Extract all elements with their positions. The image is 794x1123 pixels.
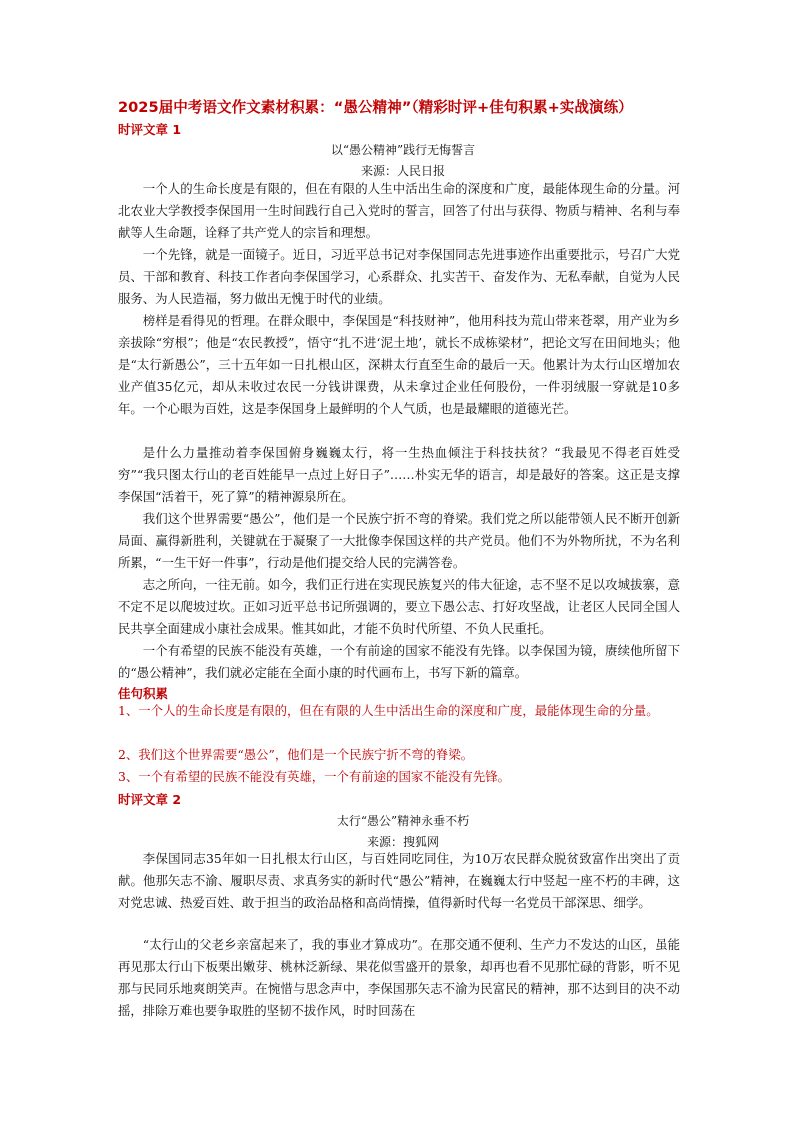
article-1-paragraph: 榜样是看得见的哲理。在群众眼中，李保国是“科技财神”，他用科技为荒山带来苍翠，用产业为乡亲拔除“穷根”；他是“农民教授”，悟守“扎不进‘泥土地’，就长不成栋梁材”，把论文写在田间地头；他是“太行新愚公”，三十五年如一日扎根山区，深耕太行直至生命的最后一天。他累计为太行山区增加农业产值35亿元，却从未收过农民一分钱讲课费，从未拿过企业任何股份，一件羽绒服一穿就是10多年。一个心眼为百姓，这是李保国身上最鲜明的个人气质，也是最耀眼的道德光芒。 — [118, 313, 680, 416]
sentence-item: 1、一个人的生命长度是有限的，但在有限的人生中活出生命的深度和广度，最能体现生命的分量。 — [118, 703, 659, 718]
section-label-article-2: 时评文章 2 — [118, 792, 182, 807]
article-1-paragraph: 一个有希望的民族不能没有英雄，一个有前途的国家不能没有先锋。以李保国为镜，赓续他所留下的“愚公精神”，我们就必定能在全面小康的时代画布上，书写下新的篇章。 — [118, 643, 680, 680]
article-2-source: 来源：搜狐网 — [366, 835, 439, 849]
article-1-paragraph: 是什么力量推动着李保国俯身巍巍太行，将一生热血倾注于科技扶贫？“我最见不得老百姓受穷”“我只图太行山的老百姓能早一点过上好日子”……朴实无华的语言，却是最好的答案。这正是支撑李保国“活着干，死了算”的精神源泉所在。 — [118, 445, 680, 504]
article-1-paragraph: 志之所向，一往无前。如今，我们正行进在实现民族复兴的伟大征途，志不坚不足以攻城拔寨，意不定不足以爬坡过坎。正如习近平总书记所强调的，要立下愚公志、打好攻坚战，让老区人民同全国人民共享全面建成小康社会成果。惟其如此，才能不负时代所望、不负人民重托。 — [118, 577, 680, 636]
article-1-headline: 以“愚公精神”践行无悔誓言 — [330, 143, 476, 157]
section-label-article-1: 时评文章 1 — [118, 122, 182, 137]
article-2-paragraph: “太行山的父老乡亲富起来了，我的事业才算成功”。在那交通不便利、生产力不发达的山区，虽能再见那太行山下板栗出嫩芽、桃林泛新绿、果花似雪盛开的景象，却再也看不见那忙碌的背影，听不见那与民同乐地爽朗笑声。在惋惜与思念声中，李保国那矢志不渝为民富民的精神，那不达到目的决不动摇，排除万难也要争取胜的坚韧不拔作风，时时回荡在 — [118, 937, 680, 1018]
sentence-item: 3、一个有希望的民族不能没有英雄，一个有前途的国家不能没有先锋。 — [118, 769, 510, 784]
article-1-paragraph: 一个人的生命长度是有限的，但在有限的人生中活出生命的深度和广度，最能体现生命的分量。河北农业大学教授李保国用一生时间践行自己入党时的誓言，回答了付出与获得、物质与精神、名利与奉献等人生命题，诠释了共产党人的宗旨和理想。 — [118, 181, 680, 240]
article-1-paragraph: 一个先锋，就是一面镜子。近日，习近平总书记对李保国同志先进事迹作出重要批示，号召广大党员、干部和教育、科技工作者向李保国学习，心系群众、扎实苦干、奋发作为、无私奉献，自觉为人民服务、为人民造福，努力做出无愧于时代的业绩。 — [118, 247, 680, 306]
document-title: 2025届中考语文作文素材积累：“愚公精神”（精彩时评+佳句积累+实战演练） — [118, 99, 633, 116]
article-2-headline: 太行“愚公”精神永垂不朽 — [336, 814, 470, 828]
article-1-paragraph: 我们这个世界需要“愚公”，他们是一个民族宁折不弯的脊梁。我们党之所以能带领人民不断开创新局面、赢得新胜利，关键就在于凝聚了一大批像李保国这样的共产党员。他们不为外物所扰，不为名利所累，“一生干好一件事”，行动是他们提交给人民的完满答卷。 — [118, 511, 680, 570]
article-1-source: 来源：人民日报 — [360, 164, 445, 178]
section-label-sentences: 佳句积累 — [118, 686, 169, 701]
article-2-paragraph: 李保国同志35年如一日扎根太行山区，与百姓同吃同住，为10万农民群众脱贫致富作出突出了贡献。他那矢志不渝、履职尽责、求真务实的新时代“愚公”精神，在巍巍太行中竖起一座不朽的丰碑，这对党忠诚、热爱百姓、敢于担当的政治品格和高尚情操，值得新时代每一名党员干部深思、细学。 — [118, 851, 680, 910]
sentence-item: 2、我们这个世界需要“愚公”，他们是一个民族宁折不弯的脊梁。 — [118, 747, 474, 762]
